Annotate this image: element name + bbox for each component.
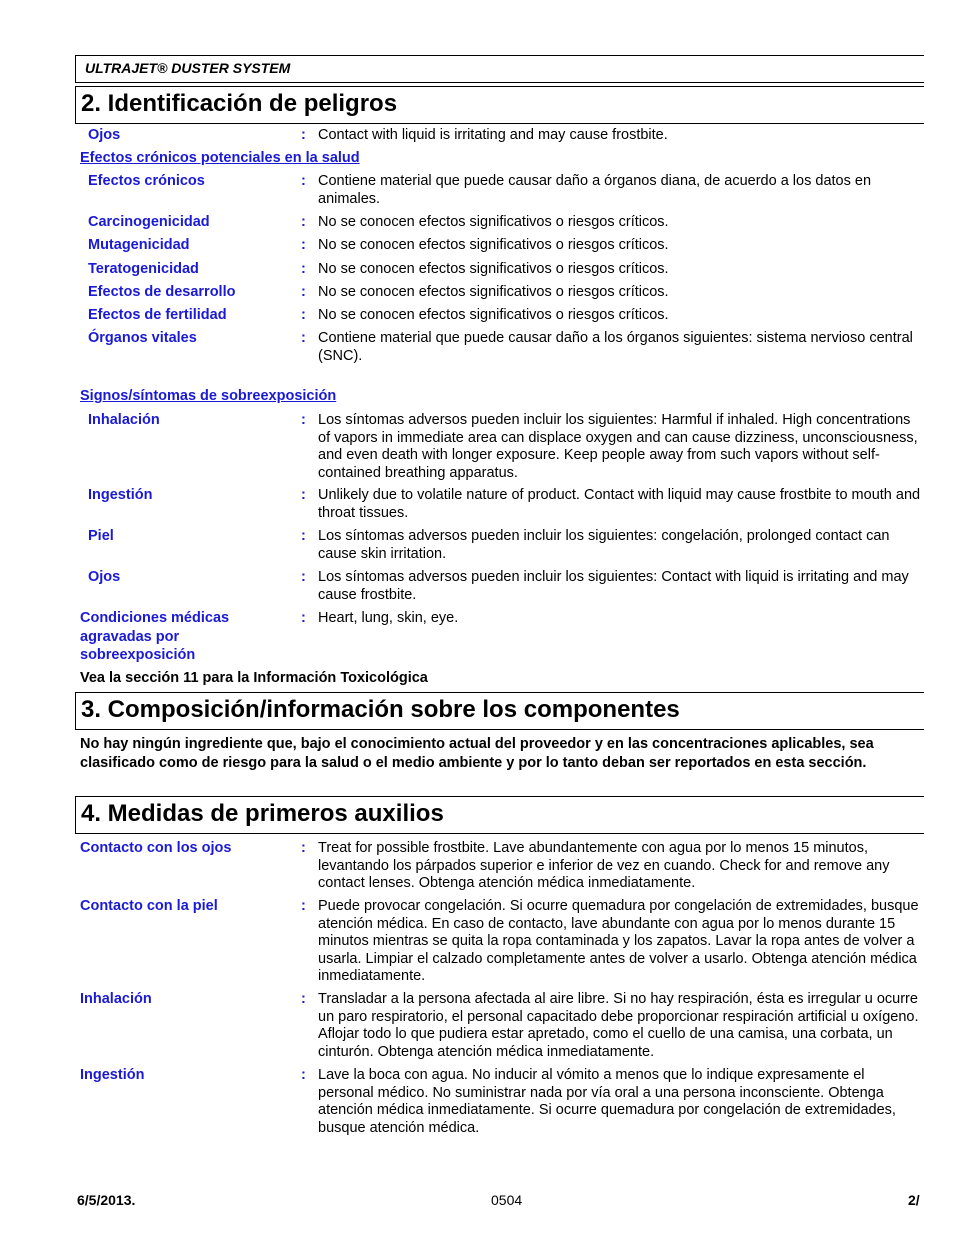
mutagenicity-value: No se conocen efectos significativos o riesgos críticos.	[318, 237, 669, 253]
skin-contact-value: Puede provocar congelación. Si ocurre quemadura por congelación de extremidades, busque atención médica. En caso de contacto, lave abundante con agua por lo menos durante 15 minutos mientras se quita la ropa contaminada y los zapatos. Lavar la ropa antes de volver a usarla. Limpiar el calzado completamente antes de volver a usarlo. Obtenga atención médica inmediatamente.	[318, 898, 919, 985]
section-2-title: 2. Identificación de peligros	[81, 90, 398, 117]
signs-skin-label: Piel	[88, 528, 114, 544]
colon: :	[301, 569, 306, 585]
colon: :	[301, 237, 306, 253]
chronic-effects-link[interactable]: Efectos crónicos potenciales en la salud	[80, 150, 360, 166]
product-name: ULTRAJET® DUSTER SYSTEM	[85, 60, 291, 76]
fertility-label: Efectos de fertilidad	[88, 307, 227, 323]
first-aid-inhalation-label: Inhalación	[80, 991, 152, 1007]
signs-skin-value: Los síntomas adversos pueden incluir los siguientes: congelación, prolonged contact can cause skin irritation.	[318, 528, 890, 562]
colon: :	[301, 284, 306, 300]
developmental-label: Efectos de desarrollo	[88, 284, 236, 300]
signs-ingestion-value: Unlikely due to volatile nature of product. Contact with liquid may cause frostbite to mouth and throat tissues.	[318, 487, 921, 521]
colon: :	[301, 214, 306, 230]
footer-date: 6/5/2013.	[77, 1192, 136, 1208]
section-3-header	[75, 692, 924, 730]
colon: :	[301, 898, 306, 914]
target-organs-value: Contiene material que puede causar daño a los órganos siguientes: sistema nervioso central (SNC).	[318, 330, 913, 364]
footer-page-number: 2/	[908, 1192, 920, 1208]
carcinogenicity-label: Carcinogenicidad	[88, 214, 210, 230]
section-2-header	[75, 86, 924, 124]
colon: :	[301, 610, 306, 626]
eye-contact-value: Treat for possible frostbite. Lave abundantemente con agua por lo menos 15 minutos, levantando los párpados superior e inferior de vez en cuando. Check for and remove any contact lenses. Obtenga atención médica inmediatamente.	[318, 840, 890, 892]
colon: :	[301, 487, 306, 503]
fertility-value: No se conocen efectos significativos o riesgos críticos.	[318, 307, 669, 323]
carcinogenicity-value: No se conocen efectos significativos o riesgos críticos.	[318, 214, 669, 230]
footer-code: 0504	[491, 1192, 523, 1208]
skin-contact-label: Contacto con la piel	[80, 898, 218, 914]
aggravated-conditions-value: Heart, lung, skin, eye.	[318, 610, 459, 626]
composition-text: No hay ningún ingrediente que, bajo el conocimiento actual del proveedor y en las concentraciones aplicables, sea clasificado como de riesgo para la salud o el medio ambiente y por lo tanto deban ser reportados en esta sección.	[80, 736, 874, 771]
colon: :	[301, 307, 306, 323]
colon: :	[301, 261, 306, 277]
section-4-header	[75, 796, 924, 834]
overexposure-signs-link[interactable]: Signos/síntomas de sobreexposición	[80, 388, 337, 404]
eye-contact-label: Contacto con los ojos	[80, 840, 232, 856]
colon: :	[301, 330, 306, 346]
see-section-note: Vea la sección 11 para la Información Toxicológica	[80, 670, 428, 686]
developmental-value: No se conocen efectos significativos o riesgos críticos.	[318, 284, 669, 300]
first-aid-ingestion-label: Ingestión	[80, 1067, 145, 1083]
target-organs-label: Órganos vitales	[88, 330, 197, 346]
eyes-value: Contact with liquid is irritating and may cause frostbite.	[318, 127, 668, 143]
product-header-bar	[75, 55, 924, 83]
first-aid-inhalation-value: Transladar a la persona afectada al aire libre. Si no hay respiración, ésta es irregular u ocurre un paro respiratorio, el personal capacitado debe proporcionar respiración artificial u oxígeno. Aflojar todo lo que pudiera estar apretado, como el cuello de una camisa, una corbata, un cinturón. Obtenga atención médica inmediatamente.	[318, 991, 919, 1060]
colon: :	[301, 1067, 306, 1083]
section-4-title: 4. Medidas de primeros auxilios	[81, 800, 444, 827]
chronic-label: Efectos crónicos	[88, 173, 205, 189]
colon: :	[301, 412, 306, 428]
aggravated-conditions-label: Condiciones médicas agravadas por sobreexposición	[80, 610, 230, 663]
section-3-title: 3. Composición/información sobre los componentes	[81, 696, 680, 723]
colon: :	[301, 991, 306, 1007]
signs-eyes-label: Ojos	[88, 569, 121, 585]
teratogenicity-label: Teratogenicidad	[88, 261, 199, 277]
signs-inhalation-label: Inhalación	[88, 412, 160, 428]
colon: :	[301, 840, 306, 856]
mutagenicity-label: Mutagenicidad	[88, 237, 190, 253]
chronic-value: Contiene material que puede causar daño a órganos diana, de acuerdo a los datos en animales.	[318, 173, 872, 207]
colon: :	[301, 127, 306, 143]
teratogenicity-value: No se conocen efectos significativos o riesgos críticos.	[318, 261, 669, 277]
signs-inhalation-value: Los síntomas adversos pueden incluir los siguientes: Harmful if inhaled. High concentrations of vapors in immediate area can displace oxygen and can cause dizziness, unconsciousness, and even death with longer exposure. Keep people away from such vapors without self-contained breathing apparatus.	[318, 412, 918, 481]
colon: :	[301, 173, 306, 189]
signs-eyes-value: Los síntomas adversos pueden incluir los siguientes: Contact with liquid is irritating and may cause frostbite.	[318, 569, 909, 603]
eyes-label: Ojos	[88, 127, 121, 143]
colon: :	[301, 528, 306, 544]
first-aid-ingestion-value: Lave la boca con agua. No inducir al vómito a menos que lo indique expresamente el personal médico. No suministrar nada por vía oral a una persona inconsciente. Obtenga atención médica inmediatamente. Si ocurre quemadura por congelación de extremidades, busque atención médica.	[318, 1067, 896, 1136]
signs-ingestion-label: Ingestión	[88, 487, 153, 503]
